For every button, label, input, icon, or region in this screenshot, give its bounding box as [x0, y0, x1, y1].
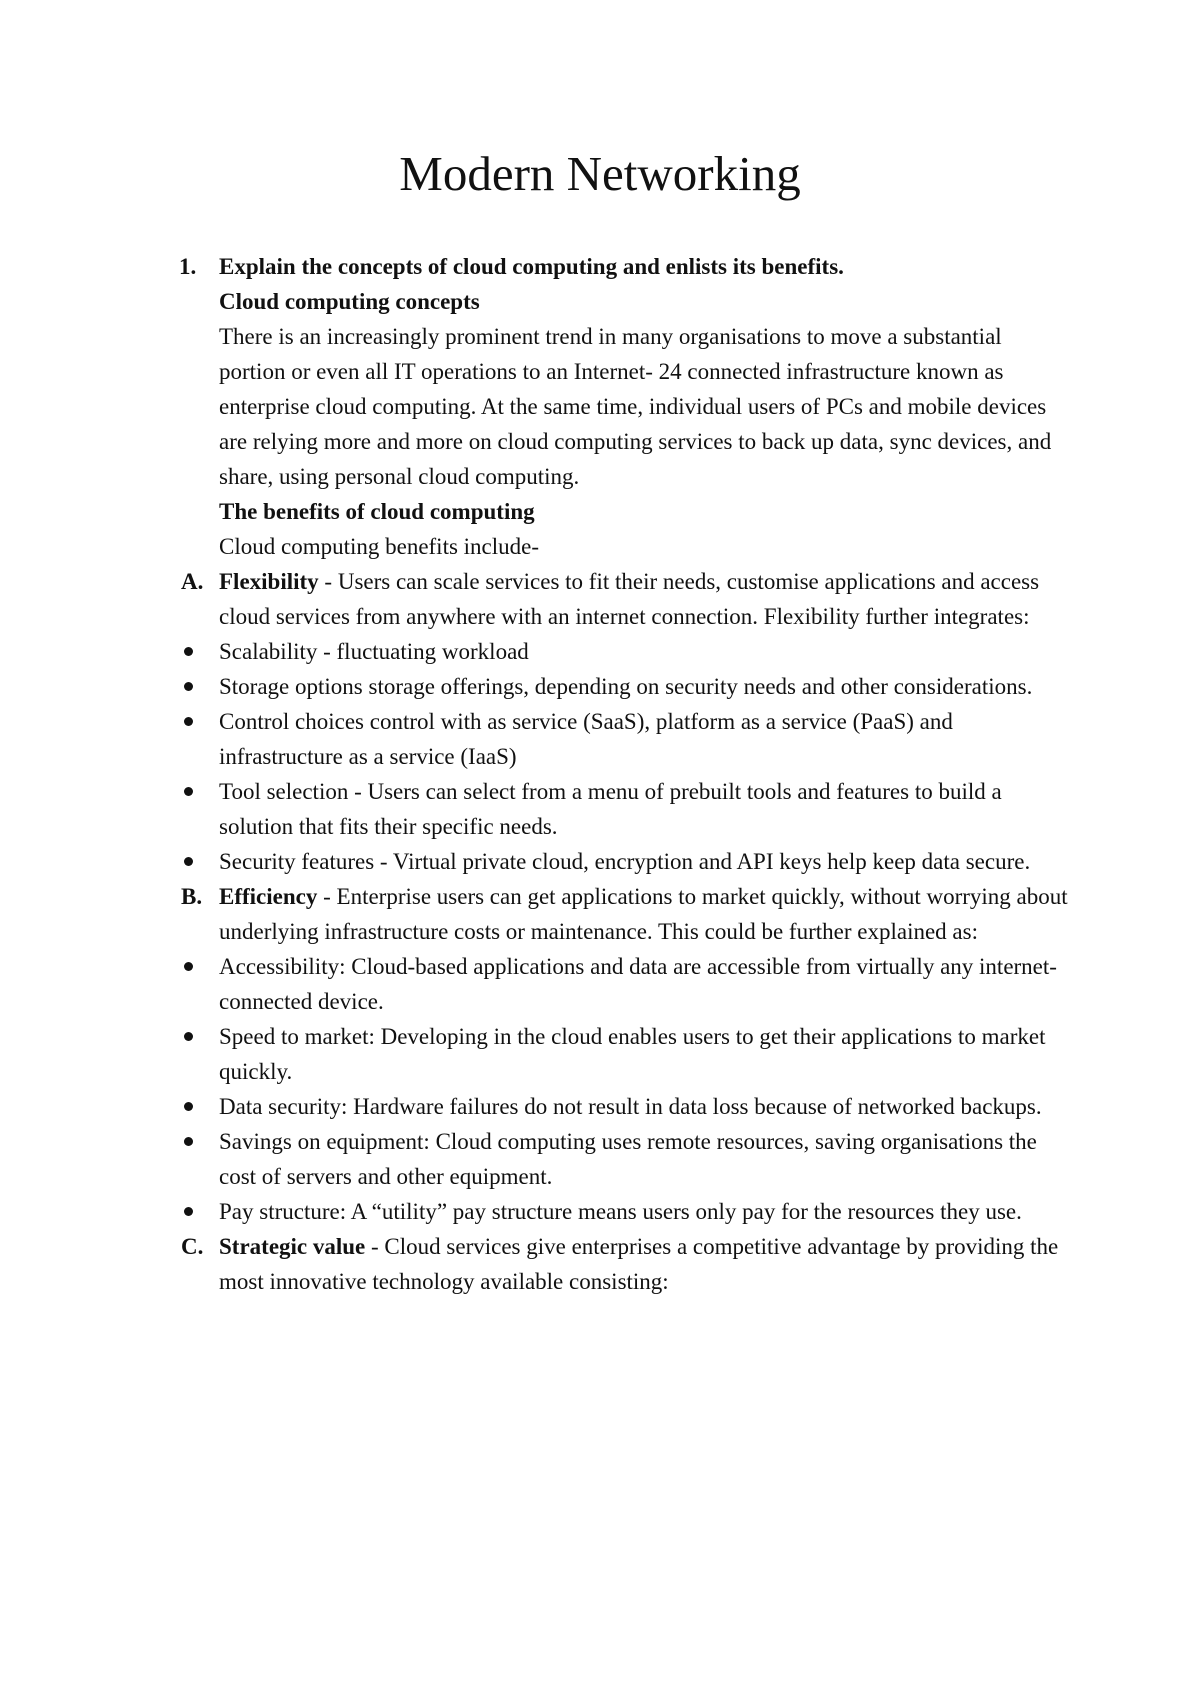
list-item [0, 1019, 1069, 1089]
section-marker: A. [181, 569, 204, 594]
list-item [0, 1124, 1069, 1194]
section-text: - Enterprise users can get applications to market quickly, without worrying about underlying infrastructure costs or maintenance. This could be further explained as: [219, 884, 1068, 944]
bullet-icon [184, 1137, 193, 1146]
bullet-icon [184, 1032, 193, 1041]
list-item [0, 949, 1069, 1019]
list-item [0, 774, 1069, 844]
list-item [0, 634, 1069, 669]
section-term: Efficiency [219, 884, 318, 909]
bullet-icon [184, 857, 193, 866]
section-term: Flexibility [219, 569, 319, 594]
question-text: Explain the concepts of cloud computing and enlists its benefits. [219, 254, 844, 279]
list-item [0, 1194, 1069, 1229]
section-marker: B. [181, 884, 203, 909]
list-item-text: Security features - Virtual private cloud, encryption and API keys help keep data secure. [219, 849, 1031, 874]
list-item-text: Speed to market: Developing in the cloud enables users to get their applications to market quickly. [219, 1024, 1046, 1084]
list-item [0, 1089, 1069, 1124]
list-item-text: Pay structure: A “utility” pay structure means users only pay for the resources they use. [219, 1199, 1022, 1224]
bullet-icon [184, 647, 193, 656]
section-text: - Users can scale services to fit their needs, customise applications and access cloud services from anywhere with an internet connection. Flexibility further integrates: [219, 569, 1040, 629]
bullet-icon [184, 682, 193, 691]
page-title: Modern Networking [399, 146, 801, 201]
bullet-icon [184, 1207, 193, 1216]
list-item-text: Accessibility: Cloud-based applications and data are accessible from virtually any internet-connected device. [219, 954, 1057, 1014]
list-item [0, 704, 1069, 774]
list-item-text: Tool selection - Users can select from a menu of prebuilt tools and features to build a solution that fits their specific needs. [219, 779, 1002, 839]
bullet-icon [184, 787, 193, 796]
section-marker: C. [181, 1234, 204, 1259]
section-flexibility [0, 564, 1069, 634]
section-efficiency [0, 879, 1069, 949]
benefits-heading: The benefits of cloud computing [219, 499, 535, 524]
list-item-text: Data security: Hardware failures do not result in data loss because of networked backups. [219, 1094, 1042, 1119]
question-number: 1. [179, 254, 197, 279]
document-body [0, 249, 1200, 1299]
bullet-icon [184, 1102, 193, 1111]
question-item [0, 249, 1069, 564]
list-item [0, 844, 1069, 879]
concepts-heading: Cloud computing concepts [219, 289, 480, 314]
list-item-text: Savings on equipment: Cloud computing uses remote resources, saving organisations the cost of servers and other equipment. [219, 1129, 1037, 1189]
list-item-text: Control choices control with as service (SaaS), platform as a service (PaaS) and infrastructure as a service (IaaS) [219, 709, 953, 769]
list-item-text: Storage options storage offerings, depending on security needs and other considerations. [219, 674, 1033, 699]
bullet-icon [184, 962, 193, 971]
section-text: - Cloud services give enterprises a competitive advantage by providing the most innovative technology available consisting: [219, 1234, 1059, 1294]
bullet-icon [184, 717, 193, 726]
concepts-paragraph: There is an increasingly prominent trend in many organisations to move a substantial portion or even all IT operations to an Internet- 24 connected infrastructure known as enterprise cloud computing. At the same time, individual users of PCs and mobile devices are relying more and more on cloud computing services to back up data, sync devices, and share, using personal cloud computing. [219, 324, 1052, 489]
section-strategic-value [0, 1229, 1069, 1299]
list-item [0, 669, 1069, 704]
section-term: Strategic value [219, 1234, 366, 1259]
list-item-text: Scalability - fluctuating workload [219, 639, 529, 664]
benefits-intro: Cloud computing benefits include- [219, 534, 540, 559]
